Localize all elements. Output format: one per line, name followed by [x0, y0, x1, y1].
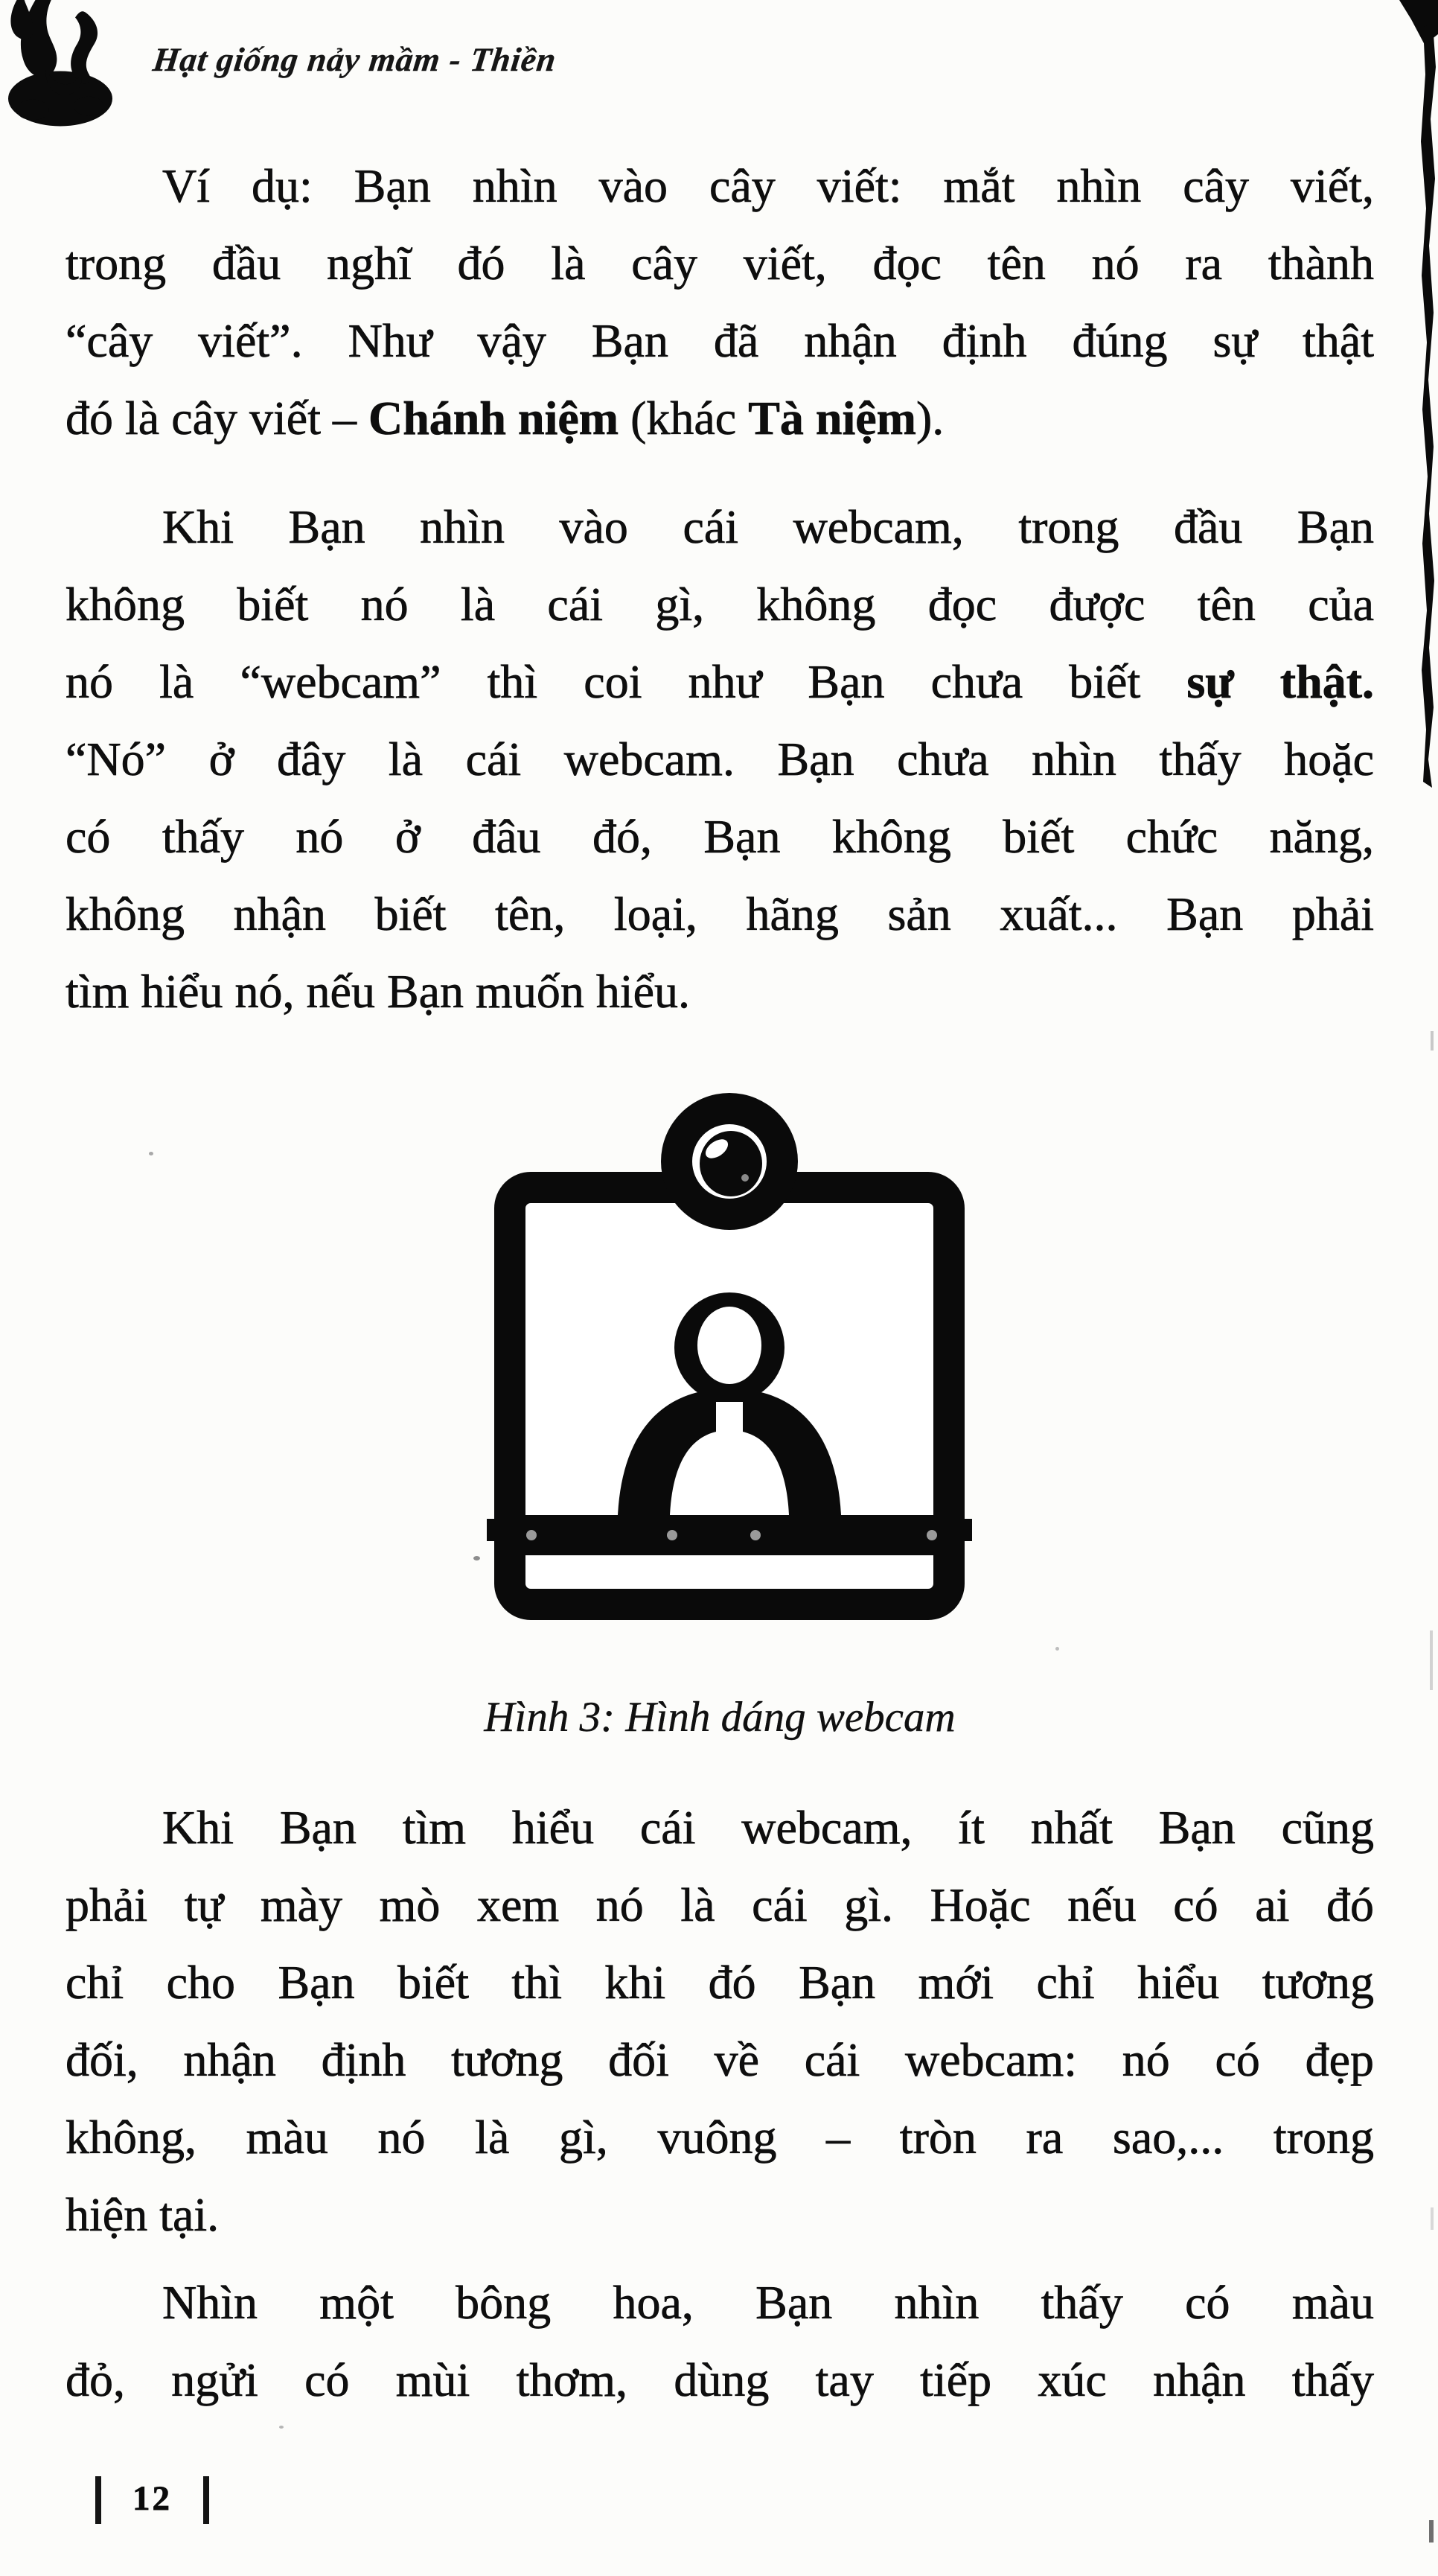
text-line: hiện tại.: [65, 2188, 220, 2241]
scan-speck: [473, 1556, 480, 1560]
text-line: “Nó” ở đây là cái webcam. Bạn chưa nhìn thấy hoặc: [65, 733, 1374, 785]
text-line: tìm hiểu nó, nếu Bạn muốn hiểu.: [65, 965, 690, 1018]
text-line: đó là cây viết – Chánh niệm (khác Tà niệm).: [65, 392, 945, 444]
scan-speck: [279, 2426, 284, 2429]
text-line: trong đầu nghĩ đó là cây viết, đọc tên nó ra thành: [65, 237, 1374, 290]
figure-illustration: [484, 1083, 975, 1627]
footer-left-bar: [95, 2476, 101, 2524]
page-number: 12: [132, 2479, 172, 2518]
paragraph: [65, 1789, 1374, 2254]
footer-right-bar: [203, 2476, 209, 2524]
text-line: không, màu nó là gì, vuông – tròn ra sao,... trong: [65, 2111, 1374, 2164]
text-line: có thấy nó ở đâu đó, Bạn không biết chức năng,: [65, 810, 1374, 863]
text-line: “cây viết”. Như vậy Bạn đã nhận định đúng sự thật: [65, 314, 1374, 367]
text-line: chỉ cho Bạn biết thì khi đó Bạn mới chỉ hiểu tương: [65, 1956, 1374, 2009]
text-line: đối, nhận định tương đối về cái webcam: nó có đẹp: [65, 2033, 1374, 2086]
ink-blob-seedling-icon: [3, 0, 115, 130]
text-line: phải tự mày mò xem nó là cái gì. Hoặc nếu có ai đó: [65, 1878, 1374, 1931]
text-line: không biết nó là cái gì, không đọc được tên của: [65, 578, 1374, 631]
paragraph: [65, 2264, 1374, 2419]
figure-caption: Hình 3: Hình dáng webcam: [484, 1694, 956, 1741]
text-line: đỏ, ngửi có mùi thơm, dùng tay tiếp xúc nhận thấy: [65, 2353, 1374, 2406]
text-line: Nhìn một bông hoa, Bạn nhìn thấy có màu: [162, 2276, 1374, 2329]
text-line: Khi Bạn nhìn vào cái webcam, trong đầu Bạn: [162, 500, 1374, 553]
scan-edge-artifact: [1386, 0, 1438, 2576]
running-head-book-title: Hạt giống nảy mầm - Thiền: [150, 41, 559, 78]
scan-speck: [149, 1152, 153, 1155]
paragraph: [65, 147, 1374, 457]
text-line: nó là “webcam” thì coi như Bạn chưa biết sự thật.: [65, 655, 1374, 708]
text-line: Khi Bạn tìm hiểu cái webcam, ít nhất Bạn cũng: [162, 1801, 1374, 1854]
scan-speck: [1055, 1647, 1059, 1651]
paragraph: [65, 488, 1374, 1030]
page-footer: [95, 2473, 209, 2527]
text-line: không nhận biết tên, loại, hãng sản xuất... Bạn phải: [65, 887, 1374, 940]
text-line: Ví dụ: Bạn nhìn vào cây viết: mắt nhìn cây viết,: [162, 159, 1374, 212]
webcam-icon: [484, 1083, 975, 1627]
